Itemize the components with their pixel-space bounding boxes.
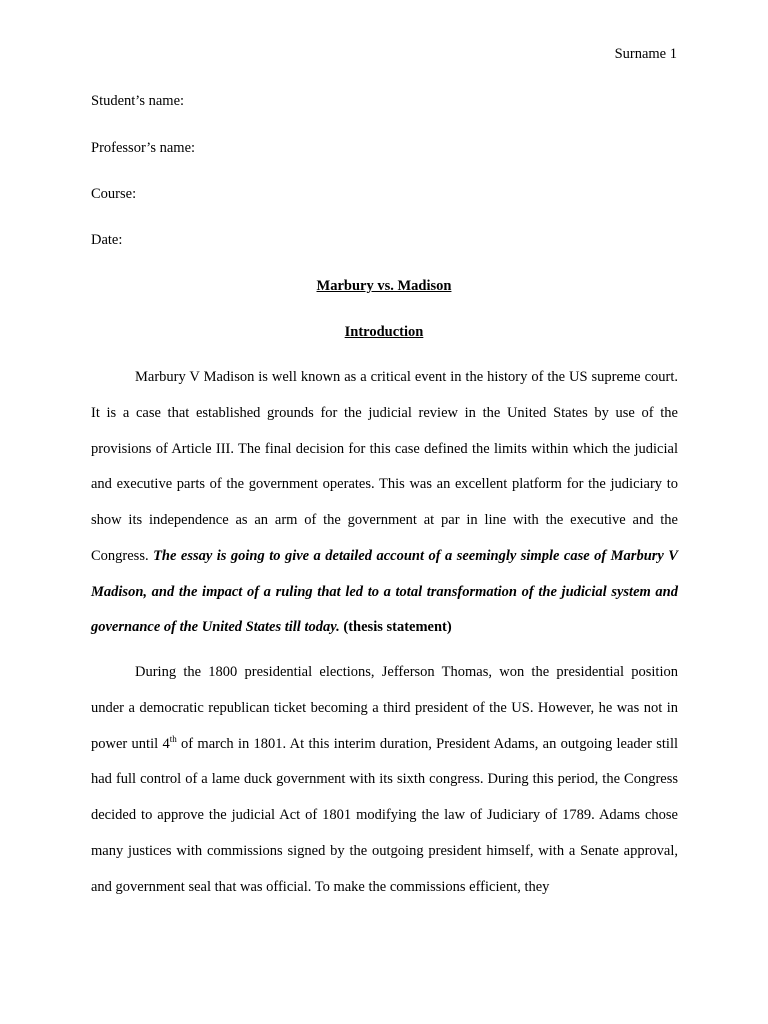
- essay-title: Marbury vs. Madison: [316, 278, 452, 294]
- running-head: Surname 1: [614, 46, 677, 62]
- background-paragraph: [91, 655, 678, 905]
- date-line: Date:: [91, 232, 123, 248]
- thesis-statement-tag: (thesis statement): [339, 619, 452, 636]
- course-line: Course:: [91, 186, 137, 202]
- intro-paragraph-text: Marbury V Madison is well known as a critical event in the history of the US supreme court. It is a case that established grounds for the judicial review in the United States by use of the provisions of Article III. The final decision for this case defined the limits within which the judicial and executive parts of the government operates. This was an excellent platform for the judiciary to show its independence as an arm of the government at par in line with the executive and the Congress.: [91, 369, 678, 564]
- intro-paragraph: [91, 360, 678, 646]
- ordinal-superscript: th: [169, 733, 177, 744]
- background-paragraph-text-a: During the 1800 presidential elections, Jefferson Thomas, won the presidential position under a democratic republican ticket becoming a third president of the US. However, he was not in power until 4: [91, 664, 678, 752]
- student-name-line: Student’s name:: [91, 93, 185, 109]
- thesis-statement: The essay is going to give a detailed account of a seemingly simple case of Marbury V Madison, and the impact of a ruling that led to a total transformation of the judicial system and governance of the United States till today.: [91, 547, 678, 636]
- background-paragraph-text-b: of march in 1801. At this interim duration, President Adams, an outgoing leader still had full control of a lame duck government with its sixth congress. During this period, the Congress decided to approve the judicial Act of 1801 modifying the law of Judiciary of 1789. Adams chose many justices with commissions signed by the outgoing president himself, with a Senate approval, and government seal that was official. To make the commissions efficient, they: [91, 735, 679, 895]
- section-heading-introduction: Introduction: [344, 324, 424, 340]
- professor-name-line: Professor’s name:: [91, 140, 196, 156]
